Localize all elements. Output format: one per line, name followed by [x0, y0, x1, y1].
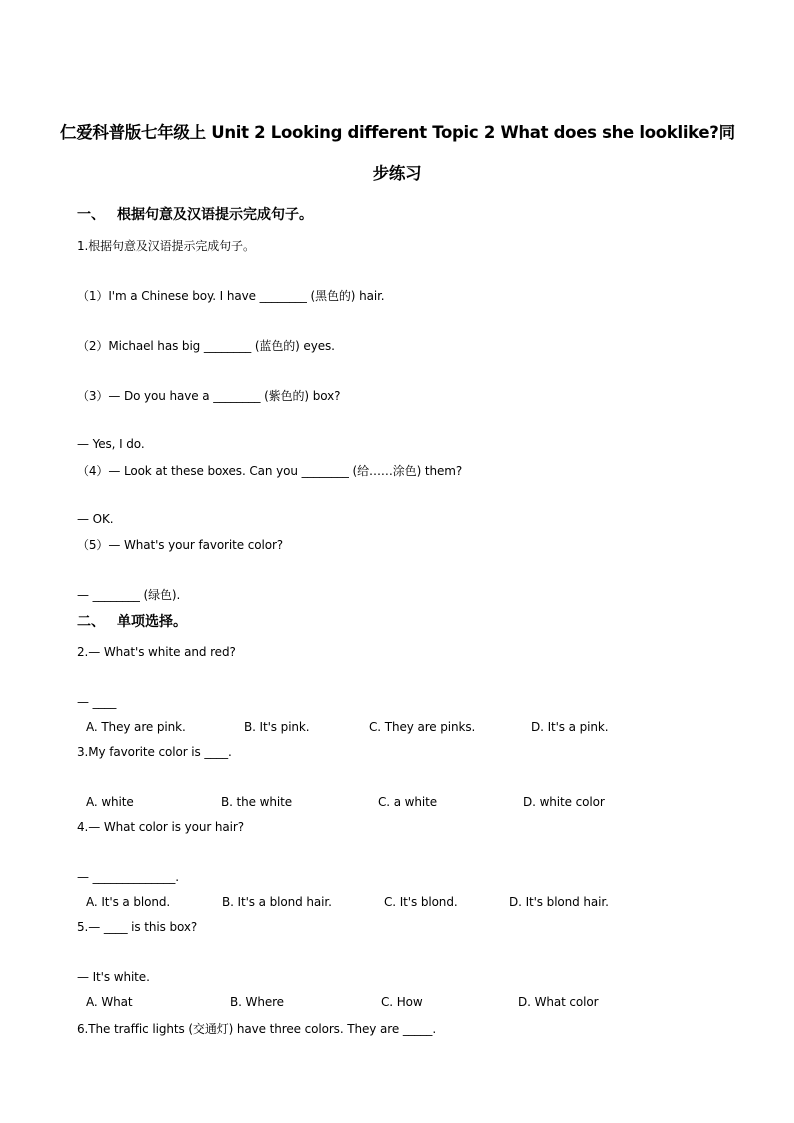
fill-in-item: （1）I'm a Chinese boy. I have ________ (黑色的) hair.: [77, 289, 385, 303]
answer-line: — ____: [77, 695, 117, 709]
fill-in-item: （2）Michael has big ________ (蓝色的) eyes.: [77, 339, 335, 353]
fill-in-item: — ________ (绿色).: [77, 588, 181, 602]
option-b: B. It's pink.: [244, 720, 310, 734]
section-number: 二、: [77, 614, 105, 630]
option-c: C. How: [381, 995, 423, 1009]
question-stem: 5.— ____ is this box?: [77, 920, 198, 934]
option-c: C. It's blond.: [384, 895, 458, 909]
option-b: B. It's a blond hair.: [222, 895, 332, 909]
option-c: C. They are pinks.: [369, 720, 476, 734]
option-d: D. What color: [518, 995, 599, 1009]
section-heading-1: [77, 204, 313, 224]
question-stem: 6.The traffic lights (交通灯) have three colors. They are _____.: [77, 1022, 437, 1036]
option-d: D. white color: [523, 795, 605, 809]
option-a: A. What: [86, 995, 133, 1009]
option-a: A. They are pink.: [86, 720, 186, 734]
option-a: A. white: [86, 795, 134, 809]
section-number: 一、: [77, 207, 105, 223]
option-b: B. the white: [221, 795, 293, 809]
fill-in-item: （4）— Look at these boxes. Can you ________ (给……涂色) them?: [77, 464, 463, 478]
answer-line: — It's white.: [77, 970, 150, 984]
question-intro: 1.根据句意及汉语提示完成句子。: [77, 239, 255, 253]
option-c: C. a white: [378, 795, 438, 809]
question-stem: 3.My favorite color is ____.: [77, 745, 232, 759]
page-title-continued: 步练习: [372, 164, 422, 183]
section-title: 根据句意及汉语提示完成句子。: [117, 207, 313, 223]
fill-in-item: — OK.: [77, 512, 114, 526]
section-heading-2: [77, 611, 187, 631]
fill-in-item: — Yes, I do.: [77, 437, 145, 451]
question-stem: 2.— What's white and red?: [77, 645, 236, 659]
option-d: D. It's blond hair.: [509, 895, 609, 909]
option-a: A. It's a blond.: [86, 895, 171, 909]
option-d: D. It's a pink.: [531, 720, 609, 734]
fill-in-item: （3）— Do you have a ________ (紫色的) box?: [77, 389, 341, 403]
section-title: 单项选择。: [117, 614, 187, 630]
question-stem: 4.— What color is your hair?: [77, 820, 244, 834]
page-title: 仁爱科普版七年级上 Unit 2 Looking different Topic 2 What does she looklike?同: [60, 123, 735, 142]
option-b: B. Where: [230, 995, 284, 1009]
fill-in-item: （5）— What's your favorite color?: [77, 538, 284, 552]
answer-line: — ______________.: [77, 870, 179, 884]
